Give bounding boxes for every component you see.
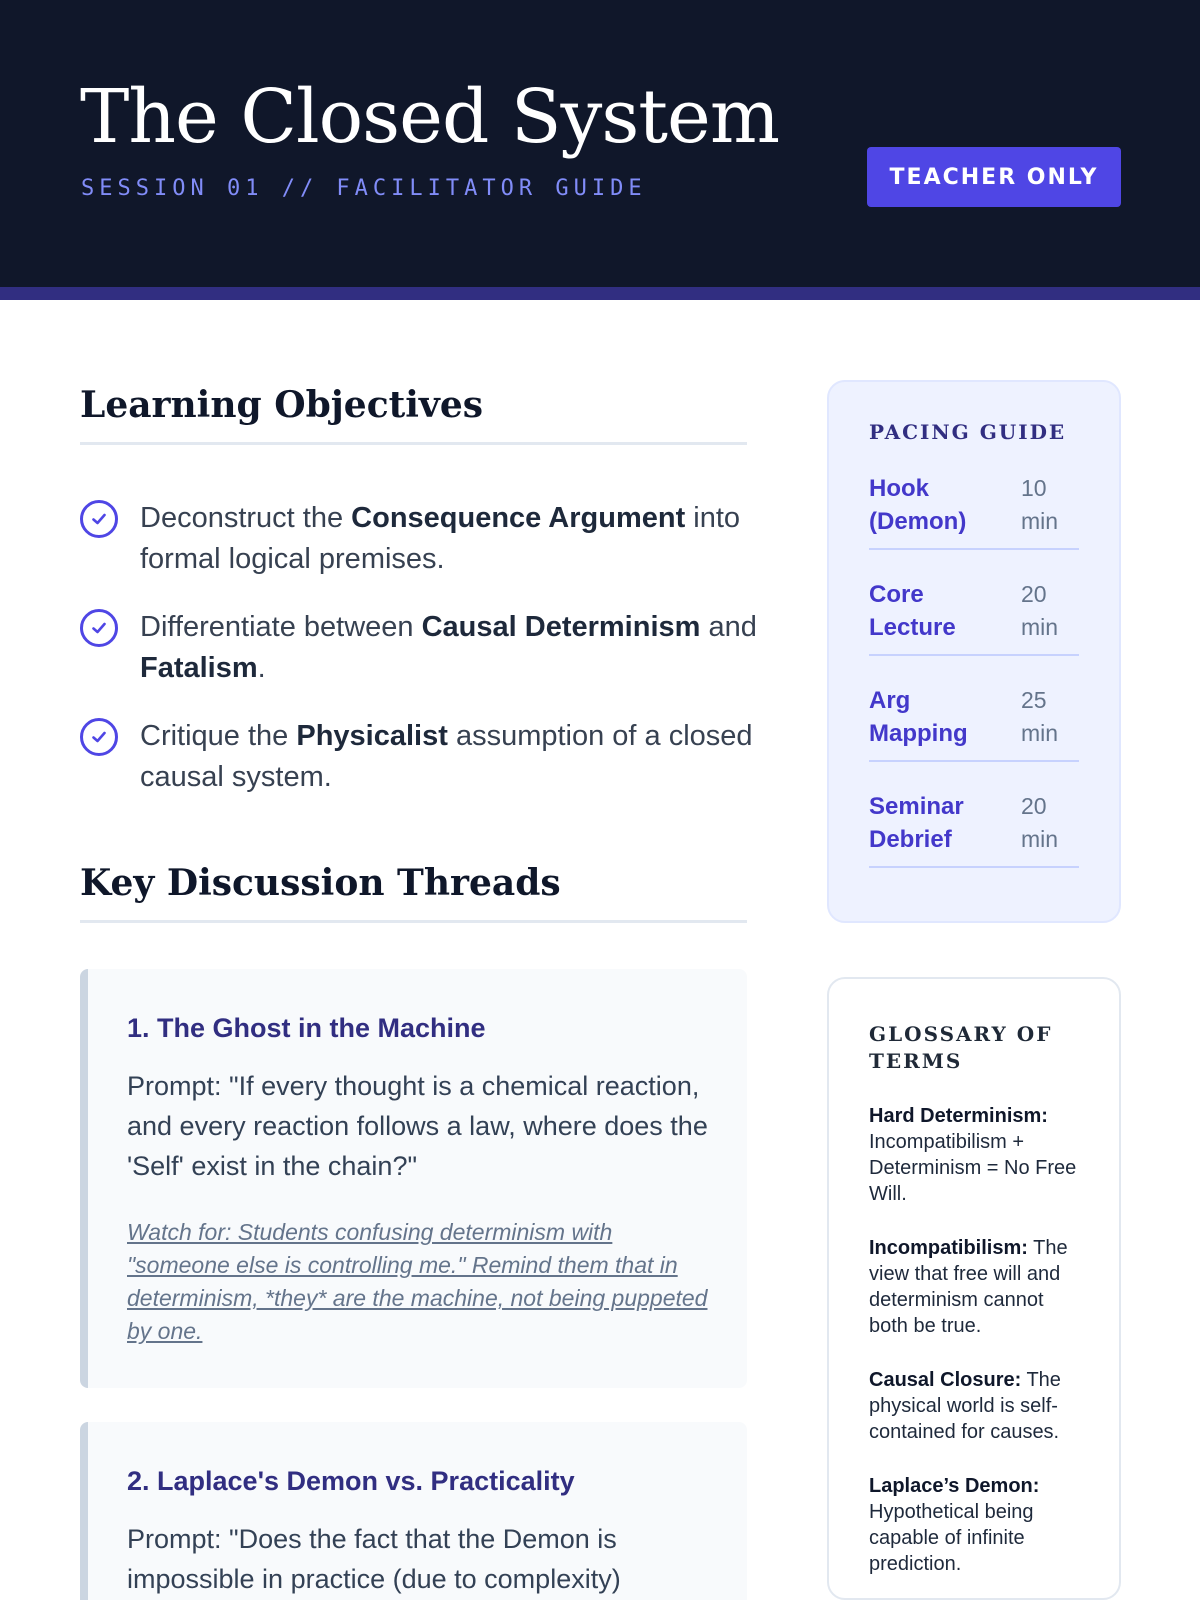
glossary-term: Incompatibilism: bbox=[869, 1237, 1028, 1259]
threads-heading: Key Discussion Threads bbox=[80, 862, 747, 923]
glossary-entry bbox=[869, 1235, 1081, 1339]
thread-title: 1. The Ghost in the Machine bbox=[127, 1013, 486, 1043]
pacing-activity: Seminar Debrief bbox=[869, 793, 964, 853]
pacing-guide-label: PACING GUIDE bbox=[869, 420, 1067, 444]
glossary-term: Hard Determinism: bbox=[869, 1105, 1048, 1127]
glossary-definition: The view that free will and determinism cannot both be true. bbox=[869, 1237, 1068, 1337]
page-title: The Closed System bbox=[80, 74, 780, 160]
pacing-row bbox=[869, 578, 1079, 656]
teacher-only-badge: TEACHER ONLY bbox=[867, 147, 1121, 207]
pacing-guide-card bbox=[827, 380, 1121, 923]
objective-text bbox=[140, 716, 760, 798]
pacing-row bbox=[869, 790, 1079, 868]
discussion-thread-card bbox=[80, 969, 747, 1388]
glossary-label: GLOSSARY OF TERMS bbox=[869, 1022, 1053, 1073]
glossary-term: Causal Closure: bbox=[869, 1369, 1022, 1391]
objective-key-term: Fatalism bbox=[140, 652, 258, 684]
objective-text-post: assumption of a closed causal system. bbox=[140, 720, 753, 793]
objective-item bbox=[80, 607, 760, 689]
objective-key-term: Consequence Argument bbox=[351, 502, 686, 534]
objective-key-term: Causal Determinism bbox=[421, 611, 701, 643]
header-banner bbox=[0, 0, 1200, 300]
glossary-card bbox=[827, 977, 1121, 1600]
objectives-heading: Learning Objectives bbox=[80, 384, 747, 445]
header-accent-rule bbox=[0, 287, 1200, 300]
glossary-definition: Incompatibilism + Determinism = No Free Will. bbox=[869, 1131, 1077, 1205]
objective-item bbox=[80, 716, 760, 798]
check-circle-icon bbox=[80, 500, 118, 538]
pacing-duration: 10 min bbox=[1021, 475, 1059, 534]
objective-item bbox=[80, 498, 760, 580]
check-circle-icon bbox=[80, 718, 118, 756]
objective-key-term: Physicalist bbox=[296, 720, 448, 752]
glossary-entry bbox=[869, 1473, 1081, 1577]
objective-text-post: into formal logical premises. bbox=[140, 502, 741, 575]
thread-title: 2. Laplace's Demon vs. Practicality bbox=[127, 1466, 575, 1496]
glossary-entry bbox=[869, 1103, 1081, 1207]
pacing-duration: 20 min bbox=[1021, 793, 1059, 852]
pacing-duration: 25 min bbox=[1021, 687, 1059, 746]
discussion-thread-card bbox=[80, 1422, 747, 1600]
pacing-row bbox=[869, 472, 1079, 550]
pacing-duration: 20 min bbox=[1021, 581, 1059, 640]
pacing-activity: Hook (Demon) bbox=[869, 475, 967, 535]
pacing-activity: Arg Mapping bbox=[869, 687, 968, 747]
objective-text bbox=[140, 498, 760, 580]
glossary-definition: The physical world is self-contained for causes. bbox=[869, 1369, 1061, 1443]
objective-text-pre: Deconstruct the bbox=[140, 502, 352, 534]
objective-text bbox=[140, 607, 760, 689]
objective-text-pre: Differentiate between bbox=[140, 611, 422, 643]
page-subtitle: SESSION 01 // FACILITATOR GUIDE bbox=[81, 176, 647, 201]
pacing-row bbox=[869, 684, 1079, 762]
objective-text-post: . bbox=[257, 652, 266, 684]
glossary-entry bbox=[869, 1367, 1081, 1445]
objective-text-pre: Critique the bbox=[140, 720, 297, 752]
objective-text-mid: and bbox=[700, 611, 757, 643]
thread-prompt: Prompt: "Does the fact that the Demon is impossible in practice (due to complexity) bbox=[127, 1524, 621, 1594]
check-circle-icon bbox=[80, 609, 118, 647]
glossary-term: Laplace’s Demon: bbox=[869, 1475, 1040, 1497]
thread-prompt: Prompt: "If every thought is a chemical reaction, and every reaction follows a law, where does the 'Self' exist in the chain?" bbox=[127, 1071, 708, 1181]
pacing-activity: Core Lecture bbox=[869, 581, 956, 641]
facilitator-note: Watch for: Students confusing determinism with "someone else is controlling me." Remind them that in determinism, *they* are the machine, not being puppeted by one. bbox=[127, 1219, 708, 1344]
glossary-definition: Hypothetical being capable of infinite prediction. bbox=[869, 1501, 1034, 1575]
